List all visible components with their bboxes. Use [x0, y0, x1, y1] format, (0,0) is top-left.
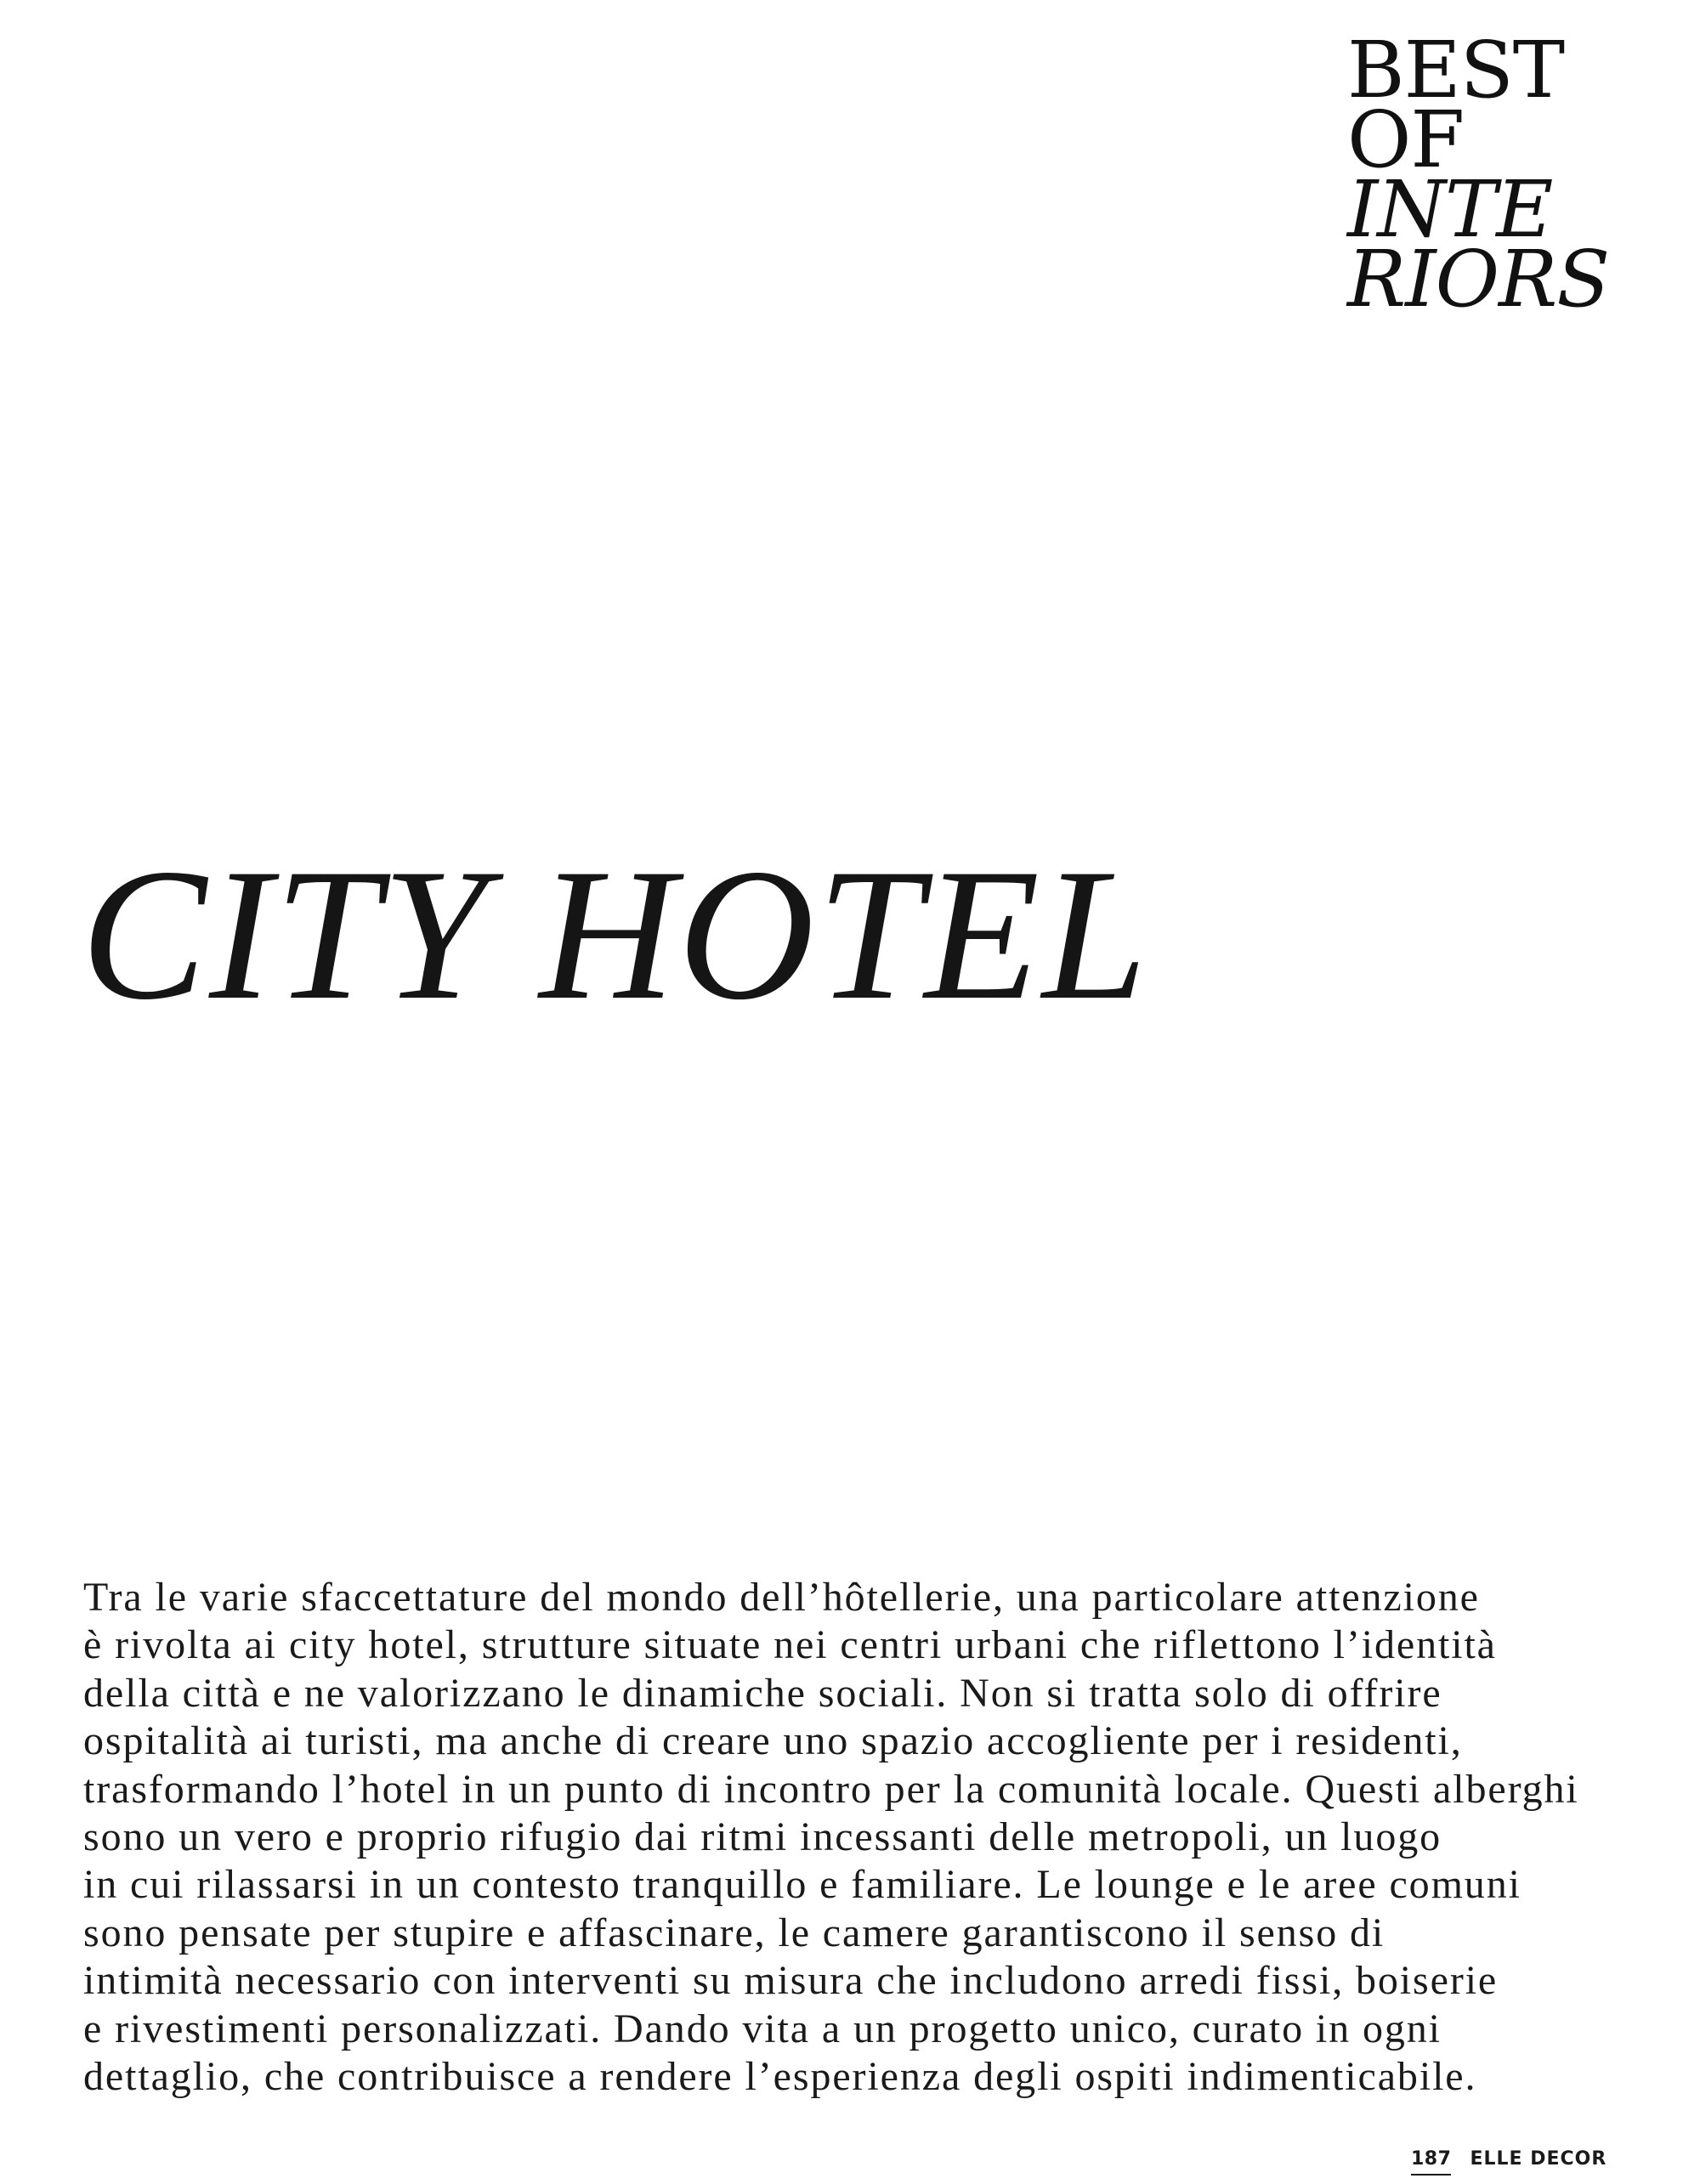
paragraph-line: in cui rilassarsi in un contesto tranquillo e familiare. Le lounge e le aree comuni: [83, 1862, 1522, 1908]
paragraph-line: Tra le varie sfaccettature del mondo dell’hôtellerie, una particolare attenzione: [83, 1575, 1480, 1620]
section-mark-line-1: BEST: [1347, 25, 1565, 116]
intro-paragraph: [83, 1574, 1647, 2101]
paragraph-line: intimità necessario con interventi su misura che includono arredi fissi, boiserie: [83, 1958, 1499, 2004]
section-mark-best-of-interiors: [1347, 25, 1670, 325]
magazine-name: ELLE DECOR: [1470, 2148, 1607, 2170]
page-title: CITY HOTEL: [81, 830, 1150, 1039]
page-number: 187: [1411, 2147, 1451, 2176]
page-footer: [1411, 2147, 1683, 2177]
paragraph-line: della città e ne valorizzano le dinamiche sociali. Non si tratta solo di offrire: [83, 1670, 1442, 1716]
paragraph-line: sono un vero e proprio rifugio dai ritmi incessanti delle metropoli, un luogo: [83, 1814, 1442, 1860]
section-mark-line-4: RIORS: [1347, 234, 1610, 325]
paragraph-line: trasformando l’hotel in un punto di incontro per la comunità locale. Questi alberghi: [83, 1766, 1579, 1812]
paragraph-line: è rivolta ai city hotel, strutture situate nei centri urbani che riflettono l’identità: [83, 1622, 1497, 1668]
section-mark-line-3: INTE: [1347, 164, 1553, 255]
paragraph-line: e rivestimenti personalizzati. Dando vita a un progetto unico, curato in ogni: [83, 2006, 1442, 2051]
paragraph-line: dettaglio, che contribuisce a rendere l’esperienza degli ospiti indimenticabile.: [83, 2054, 1477, 2100]
paragraph-line: ospitalità ai turisti, ma anche di creare uno spazio accogliente per i residenti,: [83, 1718, 1463, 1764]
section-mark-line-2: OF: [1347, 94, 1465, 185]
paragraph-line: sono pensate per stupire e affascinare, le camere garantiscono il senso di: [83, 1910, 1386, 1955]
